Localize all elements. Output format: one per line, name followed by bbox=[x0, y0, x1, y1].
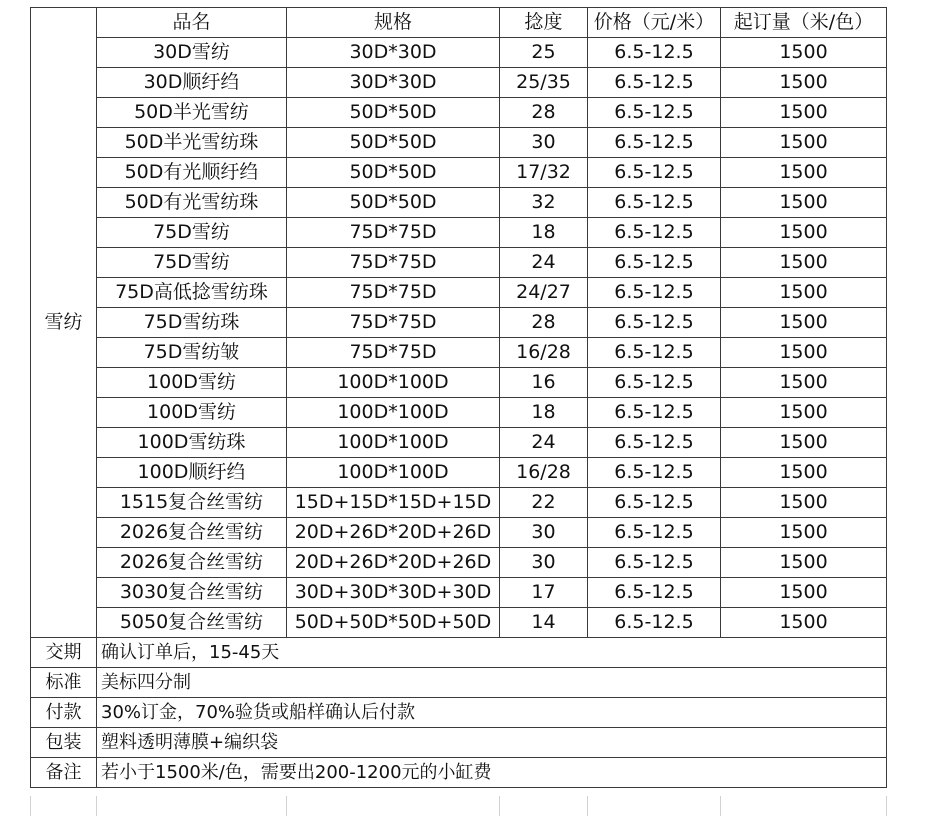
table-row bbox=[31, 458, 887, 488]
header-twist: 捻度 bbox=[500, 8, 588, 38]
cell-price: 6.5-12.5 bbox=[588, 608, 721, 638]
cell-moq: 1500 bbox=[721, 518, 887, 548]
gridline bbox=[96, 796, 97, 816]
cell-moq: 1500 bbox=[721, 608, 887, 638]
table-row bbox=[31, 338, 887, 368]
cell-name: 50D有光顺纡绉 bbox=[97, 158, 287, 188]
table-row bbox=[31, 158, 887, 188]
cell-spec: 30D*30D bbox=[287, 38, 500, 68]
cell-twist: 30 bbox=[500, 518, 588, 548]
cell-twist: 25/35 bbox=[500, 68, 588, 98]
cell-name: 75D雪纺珠 bbox=[97, 308, 287, 338]
cell-spec: 75D*75D bbox=[287, 338, 500, 368]
cell-name: 2026复合丝雪纺 bbox=[97, 518, 287, 548]
table-row bbox=[31, 518, 887, 548]
table-row bbox=[31, 428, 887, 458]
cell-name: 50D半光雪纺珠 bbox=[97, 128, 287, 158]
table-row bbox=[31, 188, 887, 218]
cell-twist: 25 bbox=[500, 38, 588, 68]
cell-twist: 16 bbox=[500, 368, 588, 398]
cell-spec: 30D*30D bbox=[287, 68, 500, 98]
cell-name: 2026复合丝雪纺 bbox=[97, 548, 287, 578]
cell-name: 100D雪纺 bbox=[97, 368, 287, 398]
cell-price: 6.5-12.5 bbox=[588, 188, 721, 218]
cell-twist: 18 bbox=[500, 398, 588, 428]
table-row bbox=[31, 248, 887, 278]
note-row bbox=[31, 638, 887, 668]
cell-price: 6.5-12.5 bbox=[588, 158, 721, 188]
cell-twist: 32 bbox=[500, 188, 588, 218]
note-label: 包装 bbox=[31, 728, 97, 758]
cell-price: 6.5-12.5 bbox=[588, 218, 721, 248]
note-row bbox=[31, 728, 887, 758]
cell-spec: 100D*100D bbox=[287, 398, 500, 428]
cell-moq: 1500 bbox=[721, 278, 887, 308]
cell-moq: 1500 bbox=[721, 398, 887, 428]
note-row bbox=[31, 698, 887, 728]
cell-name: 100D雪纺珠 bbox=[97, 428, 287, 458]
cell-twist: 30 bbox=[500, 548, 588, 578]
cell-twist: 22 bbox=[500, 488, 588, 518]
cell-price: 6.5-12.5 bbox=[588, 548, 721, 578]
cell-twist: 30 bbox=[500, 128, 588, 158]
table-row bbox=[31, 308, 887, 338]
cell-moq: 1500 bbox=[721, 578, 887, 608]
cell-spec: 75D*75D bbox=[287, 308, 500, 338]
cell-price: 6.5-12.5 bbox=[588, 368, 721, 398]
table-row bbox=[31, 368, 887, 398]
cell-name: 3030复合丝雪纺 bbox=[97, 578, 287, 608]
cell-moq: 1500 bbox=[721, 248, 887, 278]
cell-moq: 1500 bbox=[721, 458, 887, 488]
cell-price: 6.5-12.5 bbox=[588, 488, 721, 518]
cell-spec: 100D*100D bbox=[287, 428, 500, 458]
cell-moq: 1500 bbox=[721, 548, 887, 578]
cell-price: 6.5-12.5 bbox=[588, 98, 721, 128]
cell-spec: 50D*50D bbox=[287, 98, 500, 128]
cell-name: 100D顺纡绉 bbox=[97, 458, 287, 488]
cell-moq: 1500 bbox=[721, 98, 887, 128]
cell-twist: 28 bbox=[500, 308, 588, 338]
table-row bbox=[31, 548, 887, 578]
cell-spec: 50D*50D bbox=[287, 128, 500, 158]
cell-moq: 1500 bbox=[721, 218, 887, 248]
cell-name: 50D有光雪纺珠 bbox=[97, 188, 287, 218]
cell-name: 75D雪纺 bbox=[97, 218, 287, 248]
cell-twist: 17 bbox=[500, 578, 588, 608]
gridline bbox=[720, 796, 721, 816]
note-value: 若小于1500米/色，需要出200-1200元的小缸费 bbox=[97, 758, 887, 788]
cell-twist: 24 bbox=[500, 428, 588, 458]
cell-name: 100D雪纺 bbox=[97, 398, 287, 428]
note-label: 付款 bbox=[31, 698, 97, 728]
cell-moq: 1500 bbox=[721, 308, 887, 338]
cell-twist: 16/28 bbox=[500, 338, 588, 368]
cell-price: 6.5-12.5 bbox=[588, 278, 721, 308]
note-label: 备注 bbox=[31, 758, 97, 788]
cell-price: 6.5-12.5 bbox=[588, 518, 721, 548]
cell-spec: 75D*75D bbox=[287, 278, 500, 308]
note-value: 确认订单后，15-45天 bbox=[97, 638, 887, 668]
cell-twist: 16/28 bbox=[500, 458, 588, 488]
table-row bbox=[31, 218, 887, 248]
cell-moq: 1500 bbox=[721, 188, 887, 218]
header-name: 品名 bbox=[97, 8, 287, 38]
cell-name: 1515复合丝雪纺 bbox=[97, 488, 287, 518]
note-value: 30%订金，70%验货或船样确认后付款 bbox=[97, 698, 887, 728]
gridline bbox=[886, 796, 887, 816]
cell-twist: 24/27 bbox=[500, 278, 588, 308]
header-price: 价格（元/米） bbox=[588, 8, 721, 38]
cell-spec: 50D*50D bbox=[287, 158, 500, 188]
note-value: 美标四分制 bbox=[97, 668, 887, 698]
fabric-price-table bbox=[30, 7, 887, 788]
cell-twist: 18 bbox=[500, 218, 588, 248]
cell-price: 6.5-12.5 bbox=[588, 128, 721, 158]
cell-spec: 100D*100D bbox=[287, 458, 500, 488]
header-row bbox=[31, 8, 887, 38]
category-cell: 雪纺 bbox=[31, 8, 97, 638]
cell-price: 6.5-12.5 bbox=[588, 428, 721, 458]
cell-spec: 20D+26D*20D+26D bbox=[287, 548, 500, 578]
cell-name: 75D雪纺 bbox=[97, 248, 287, 278]
cell-price: 6.5-12.5 bbox=[588, 68, 721, 98]
note-label: 标准 bbox=[31, 668, 97, 698]
table-row bbox=[31, 488, 887, 518]
cell-price: 6.5-12.5 bbox=[588, 578, 721, 608]
cell-twist: 28 bbox=[500, 98, 588, 128]
cell-spec: 50D+50D*50D+50D bbox=[287, 608, 500, 638]
header-moq: 起订量（米/色） bbox=[721, 8, 887, 38]
table-row bbox=[31, 278, 887, 308]
cell-moq: 1500 bbox=[721, 428, 887, 458]
note-row bbox=[31, 758, 887, 788]
table-row bbox=[31, 578, 887, 608]
cell-moq: 1500 bbox=[721, 368, 887, 398]
cell-price: 6.5-12.5 bbox=[588, 38, 721, 68]
gridline bbox=[499, 796, 500, 816]
table-row bbox=[31, 128, 887, 158]
cell-spec: 20D+26D*20D+26D bbox=[287, 518, 500, 548]
table-row bbox=[31, 608, 887, 638]
note-row bbox=[31, 668, 887, 698]
cell-name: 50D半光雪纺 bbox=[97, 98, 287, 128]
cell-moq: 1500 bbox=[721, 38, 887, 68]
cell-moq: 1500 bbox=[721, 158, 887, 188]
cell-spec: 100D*100D bbox=[287, 368, 500, 398]
cell-twist: 14 bbox=[500, 608, 588, 638]
cell-moq: 1500 bbox=[721, 128, 887, 158]
cell-spec: 50D*50D bbox=[287, 188, 500, 218]
table-row bbox=[31, 98, 887, 128]
gridline bbox=[30, 796, 31, 816]
table-row bbox=[31, 398, 887, 428]
cell-price: 6.5-12.5 bbox=[588, 248, 721, 278]
note-label: 交期 bbox=[31, 638, 97, 668]
cell-spec: 30D+30D*30D+30D bbox=[287, 578, 500, 608]
cell-twist: 17/32 bbox=[500, 158, 588, 188]
gridline bbox=[286, 796, 287, 816]
cell-name: 30D雪纺 bbox=[97, 38, 287, 68]
cell-price: 6.5-12.5 bbox=[588, 338, 721, 368]
cell-price: 6.5-12.5 bbox=[588, 398, 721, 428]
note-value: 塑料透明薄膜+编织袋 bbox=[97, 728, 887, 758]
cell-price: 6.5-12.5 bbox=[588, 458, 721, 488]
cell-name: 5050复合丝雪纺 bbox=[97, 608, 287, 638]
cell-name: 30D顺纡绉 bbox=[97, 68, 287, 98]
cell-twist: 24 bbox=[500, 248, 588, 278]
cell-spec: 75D*75D bbox=[287, 248, 500, 278]
header-spec: 规格 bbox=[287, 8, 500, 38]
cell-price: 6.5-12.5 bbox=[588, 308, 721, 338]
gridline bbox=[587, 796, 588, 816]
cell-moq: 1500 bbox=[721, 488, 887, 518]
cell-spec: 15D+15D*15D+15D bbox=[287, 488, 500, 518]
table-row bbox=[31, 38, 887, 68]
cell-moq: 1500 bbox=[721, 68, 887, 98]
cell-spec: 75D*75D bbox=[287, 218, 500, 248]
cell-moq: 1500 bbox=[721, 338, 887, 368]
cell-name: 75D高低捻雪纺珠 bbox=[97, 278, 287, 308]
cell-name: 75D雪纺皱 bbox=[97, 338, 287, 368]
table-row bbox=[31, 68, 887, 98]
